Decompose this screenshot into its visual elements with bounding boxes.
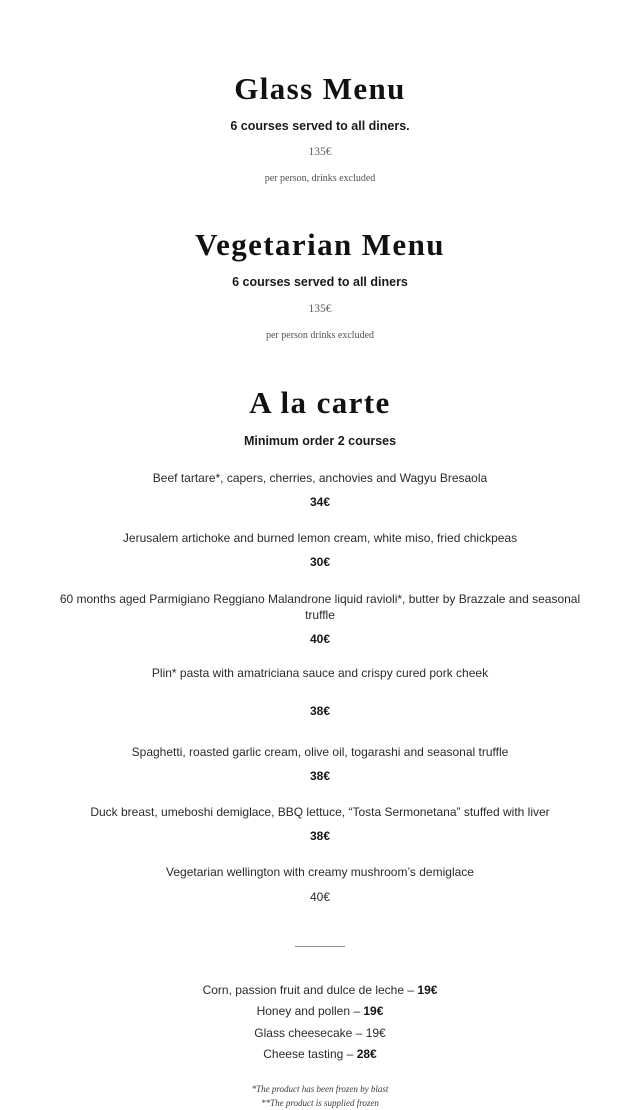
divider-rule xyxy=(295,946,345,947)
dessert-item-price: 28€ xyxy=(356,1046,377,1061)
menu-item-name: Spaghetti, roasted garlic cream, olive oil, togarashi and seasonal truffle xyxy=(131,744,509,759)
dessert-item-name: Corn, passion fruit and dulce de leche xyxy=(202,983,405,998)
footnote: *The product has been frozen by blast xyxy=(251,1084,389,1095)
menu-item-name: Jerusalem artichoke and burned lemon cream, white miso, fried chickpeas xyxy=(122,531,518,546)
menu-item-price: 40€ xyxy=(309,632,331,647)
a-la-carte-title: A la carte xyxy=(249,384,391,420)
menu-item-name: Vegetarian wellington with creamy mushroom’s demiglace xyxy=(166,865,474,880)
dessert-item-name: Cheese tasting xyxy=(263,1046,344,1061)
glass-menu-note: per person, drinks excluded xyxy=(264,173,376,185)
dessert-item-separator: – xyxy=(346,1046,354,1061)
menu-item-name: Beef tartare*, capers, cherries, anchovies and Wagyu Bresaola xyxy=(152,470,488,485)
a-la-carte-subtitle: Minimum order 2 courses xyxy=(243,433,397,448)
menu-item-price: 40€ xyxy=(309,889,331,904)
glass-menu-section xyxy=(50,0,590,185)
dessert-list xyxy=(50,980,590,1065)
menu-item-price: 30€ xyxy=(309,555,331,570)
menu-item-price: 34€ xyxy=(309,495,331,510)
dessert-item xyxy=(50,1043,590,1064)
dessert-item-separator: – xyxy=(355,1025,363,1040)
a-la-carte-section xyxy=(50,342,590,905)
menu-item-name: Plin* pasta with amatriciana sauce and crispy cured pork cheek xyxy=(151,666,489,681)
menu-item xyxy=(50,864,590,904)
menu-item-price: 38€ xyxy=(309,829,331,844)
vegetarian-menu-subtitle: 6 courses served to all diners xyxy=(232,275,408,290)
vegetarian-menu-title: Vegetarian Menu xyxy=(195,227,445,263)
menu-item xyxy=(50,591,590,648)
menu-item-name: 60 months aged Parmigiano Reggiano Malandrone liquid ravioli*, butter by Brazzale and seasonal truffle xyxy=(59,591,581,622)
dessert-item-price: 19€ xyxy=(365,1025,386,1040)
dessert-item-price: 19€ xyxy=(417,983,438,998)
a-la-carte-list xyxy=(50,470,590,905)
menu-item-name: Duck breast, umeboshi demiglace, BBQ lettuce, “Tosta Sermonetana” stuffed with liver xyxy=(90,804,550,819)
vegetarian-menu-section xyxy=(50,185,590,341)
dessert-item-price: 19€ xyxy=(363,1004,384,1019)
menu-item xyxy=(50,530,590,570)
dessert-item-separator: – xyxy=(407,983,415,998)
glass-menu-price: 135€ xyxy=(308,146,332,159)
glass-menu-subtitle: 6 courses served to all diners. xyxy=(230,119,410,134)
dessert-item-separator: – xyxy=(353,1004,361,1019)
footnote: **The product is supplied frozen xyxy=(261,1097,379,1108)
menu-item xyxy=(50,744,590,784)
vegetarian-menu-price: 135€ xyxy=(308,302,332,315)
dessert-item xyxy=(50,1001,590,1022)
menu-item xyxy=(50,665,590,719)
dessert-item-name: Honey and pollen xyxy=(256,1004,350,1019)
dessert-item-name: Glass cheesecake xyxy=(254,1025,353,1040)
menu-item-price: 38€ xyxy=(309,704,331,719)
menu-item xyxy=(50,804,590,844)
dessert-item xyxy=(50,1022,590,1043)
glass-menu-title: Glass Menu xyxy=(234,71,406,106)
menu-item xyxy=(50,470,590,510)
menu-item-price: 38€ xyxy=(309,768,331,783)
footnotes xyxy=(50,1083,590,1109)
section-divider xyxy=(50,938,590,956)
dessert-item xyxy=(50,980,590,1001)
vegetarian-menu-note: per person drinks excluded xyxy=(265,329,375,341)
